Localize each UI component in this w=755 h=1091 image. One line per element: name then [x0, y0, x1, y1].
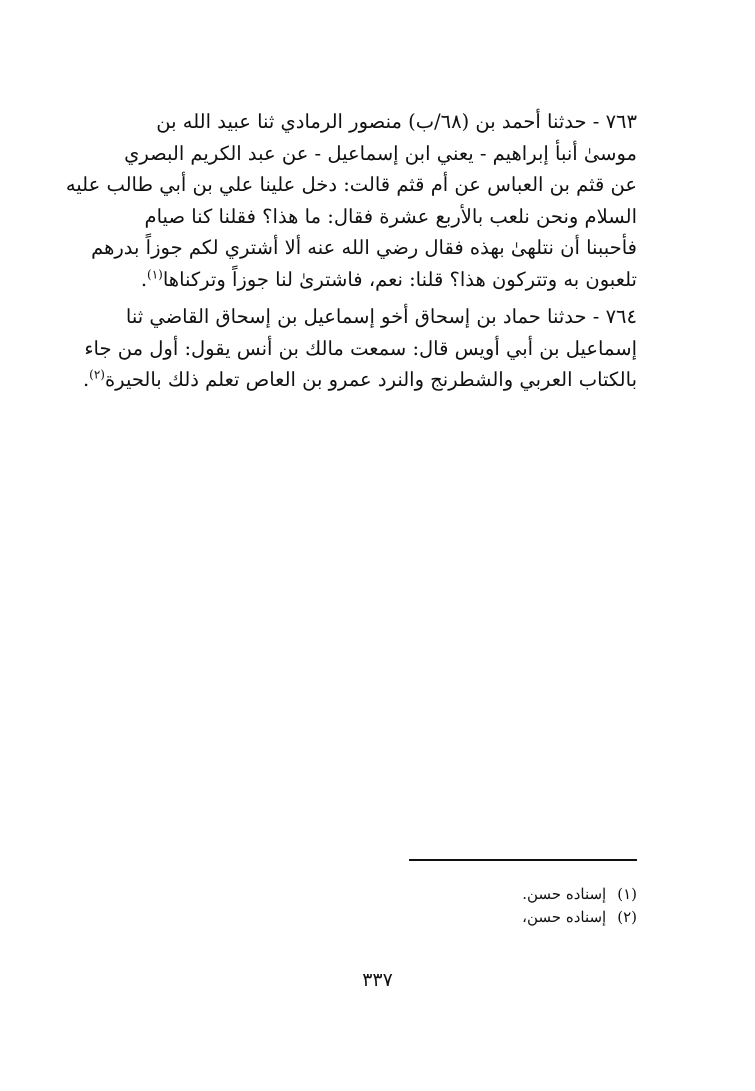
text-line: ٧٦٣ - حدثنا أحمد بن (٦٨/ب) منصور الرمادي ثنا عبيد الله بن: [156, 110, 637, 133]
text-line: موسىٰ أنبأ إبراهيم - يعني ابن إسماعيل - عن عبد الكريم البصري: [124, 141, 637, 165]
footnote-text: إسناده حسن،: [522, 908, 607, 926]
footnotes-section: [337, 883, 637, 929]
hadith-paragraph-763: [65, 106, 637, 295]
end-punctuation: .: [140, 267, 148, 291]
text-line: ٧٦٤ - حدثنا حماد بن إسحاق أخو إسماعيل بن إسحاق القاضي ثنا: [125, 305, 637, 328]
footnote-number: (١): [617, 885, 637, 903]
footnote-item: [337, 906, 637, 929]
text-line-last: [111, 264, 637, 296]
text-line: فأحببنا أن نتلهىٰ بهذه فقال رضي الله عنه ألا أشتري لكم جوزاً بدرهم: [91, 236, 637, 259]
footnote-text: إسناده حسن.: [522, 885, 607, 903]
text-line: عن قثم بن العباس عن أم قثم قالت: دخل علينا علي بن أبي طالب عليه: [65, 173, 637, 196]
footnote-item: [337, 883, 637, 906]
text-line-content: تلعبون به وتتركون هذا؟ قلنا: نعم، فاشترىٰ لنا جوزاً وتركناها: [162, 267, 637, 291]
footnote-reference: (١): [147, 267, 163, 281]
main-text-block: [65, 106, 637, 396]
hadith-paragraph-764: [82, 301, 637, 396]
text-line-content: بالكتاب العربي والشطرنج والنرد عمرو بن العاص تعلم ذلك بالحيرة: [104, 368, 637, 391]
page-number: ٣٣٧: [362, 969, 393, 991]
end-punctuation: .: [82, 368, 90, 391]
footnote-number: (٢): [617, 908, 637, 926]
text-line-last: [82, 364, 637, 396]
footnote-reference: (٢): [89, 367, 105, 382]
footnote-divider: [409, 859, 637, 861]
text-line: إسماعيل بن أبي أويس قال: سمعت مالك بن أنس يقول: أول من جاء: [84, 336, 637, 360]
text-line: السلام ونحن نلعب بالأربع عشرة فقال: ما هذا؟ فقلنا كنا صيام: [144, 204, 637, 228]
